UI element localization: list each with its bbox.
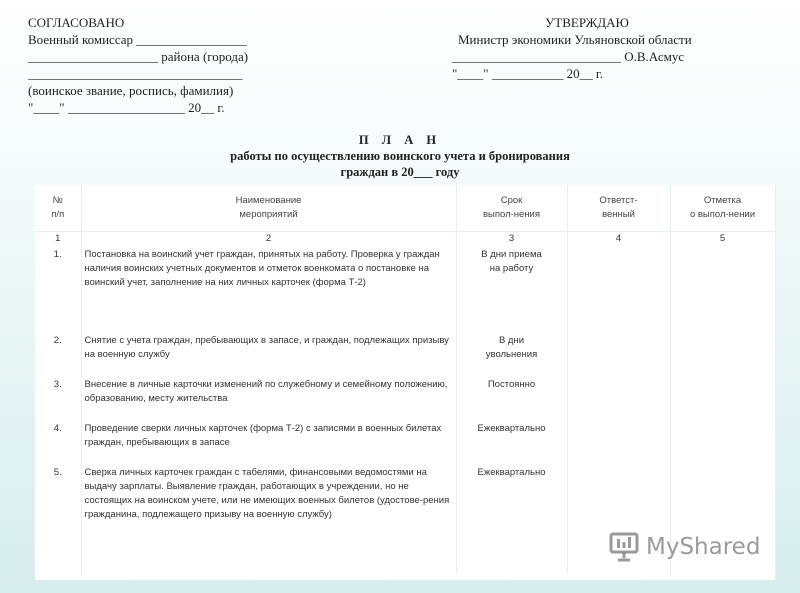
row-responsible — [567, 376, 670, 420]
table-header-row — [35, 185, 775, 231]
approved-block — [28, 14, 278, 116]
confirm-line-3: "____" ___________ 20__ г. — [452, 66, 603, 81]
row-number: 1. — [35, 246, 81, 332]
row-term: Ежеквартально — [456, 420, 567, 464]
plan-subtitle-1: работы по осуществлению воинского учета и бронирования — [230, 149, 570, 163]
row-responsible — [567, 332, 670, 376]
row-mark — [670, 332, 775, 376]
approved-title: СОГЛАСОВАНО — [28, 15, 125, 30]
plan-table — [35, 185, 776, 574]
column-numbers-row — [35, 231, 775, 246]
header-cell-number: № п/п — [35, 185, 81, 231]
approved-line-5: "____" __________________ 20__ г. — [28, 100, 225, 115]
approved-line-4: (воинское звание, роспись, фамилия) — [28, 83, 234, 98]
plan-subtitle-2: граждан в 20___ году — [340, 165, 460, 179]
approved-line-3: _________________________________ — [28, 66, 243, 81]
table-row — [35, 376, 775, 420]
watermark-text: MyShared — [646, 534, 761, 560]
presentation-board-icon — [608, 531, 640, 563]
row-term: В дни приема на работу — [456, 246, 567, 332]
plan-title: П Л А Н — [358, 133, 442, 147]
row-activity: Постановка на воинский учет граждан, принятых на работу. Проверка у граждан наличия воинских учетных документов и отметок военкомата о постановке на воинский учет, заполнение на них личных карточек (форма Т-2) — [81, 246, 456, 332]
confirm-block — [452, 14, 722, 82]
row-mark — [670, 246, 775, 332]
confirm-title: УТВЕРЖДАЮ — [545, 15, 629, 30]
row-activity: Проведение сверки личных карточек (форма Т-2) с записями в военных билетах граждан, пребывающих в запасе — [81, 420, 456, 464]
column-number: 2 — [81, 231, 456, 246]
table-row — [35, 420, 775, 464]
approved-line-2: ____________________ района (города) — [28, 49, 249, 64]
row-responsible — [567, 420, 670, 464]
table-row — [35, 332, 775, 376]
header-cell-term: Срок выпол-нения — [456, 185, 567, 231]
row-term: Ежеквартально — [456, 464, 567, 574]
row-number: 2. — [35, 332, 81, 376]
row-activity: Сверка личных карточек граждан с табелями, финансовыми ведомостями на выдачу зарплаты. Выявление граждан, работающих в учреждении, но не состоящих на воинском учете, или не имеющих военных билетов (удостове-рения гражданина, подлежащего призыву на военную службу) — [81, 464, 456, 574]
row-activity: Внесение в личные карточки изменений по служебному и семейному положению, образованию, месту жительства — [81, 376, 456, 420]
column-number: 5 — [670, 231, 775, 246]
row-activity: Снятие с учета граждан, пребывающих в запасе, и граждан, подлежащих призыву на военную службу — [81, 332, 456, 376]
row-mark — [670, 376, 775, 420]
row-term: Постоянно — [456, 376, 567, 420]
header-cell-mark: Отметка о выпол-нении — [670, 185, 775, 231]
column-number: 1 — [35, 231, 81, 246]
column-number: 3 — [456, 231, 567, 246]
row-number: 5. — [35, 464, 81, 574]
row-term: В дни увольнения — [456, 332, 567, 376]
row-number: 3. — [35, 376, 81, 420]
column-number: 4 — [567, 231, 670, 246]
header-cell-name: Наименование мероприятий — [81, 185, 456, 231]
plan-heading — [0, 132, 800, 180]
confirm-line-2: __________________________ О.В.Асмус — [452, 49, 685, 64]
row-number: 4. — [35, 420, 81, 464]
row-responsible — [567, 246, 670, 332]
row-mark — [670, 420, 775, 464]
header-cell-responsible: Ответст- венный — [567, 185, 670, 231]
table-row — [35, 246, 775, 332]
confirm-line-1: Министр экономики Ульяновской области — [458, 32, 692, 47]
approved-line-1: Военный комиссар _________________ — [28, 32, 247, 47]
myshared-watermark — [608, 530, 778, 564]
plan-table-container — [35, 185, 775, 580]
